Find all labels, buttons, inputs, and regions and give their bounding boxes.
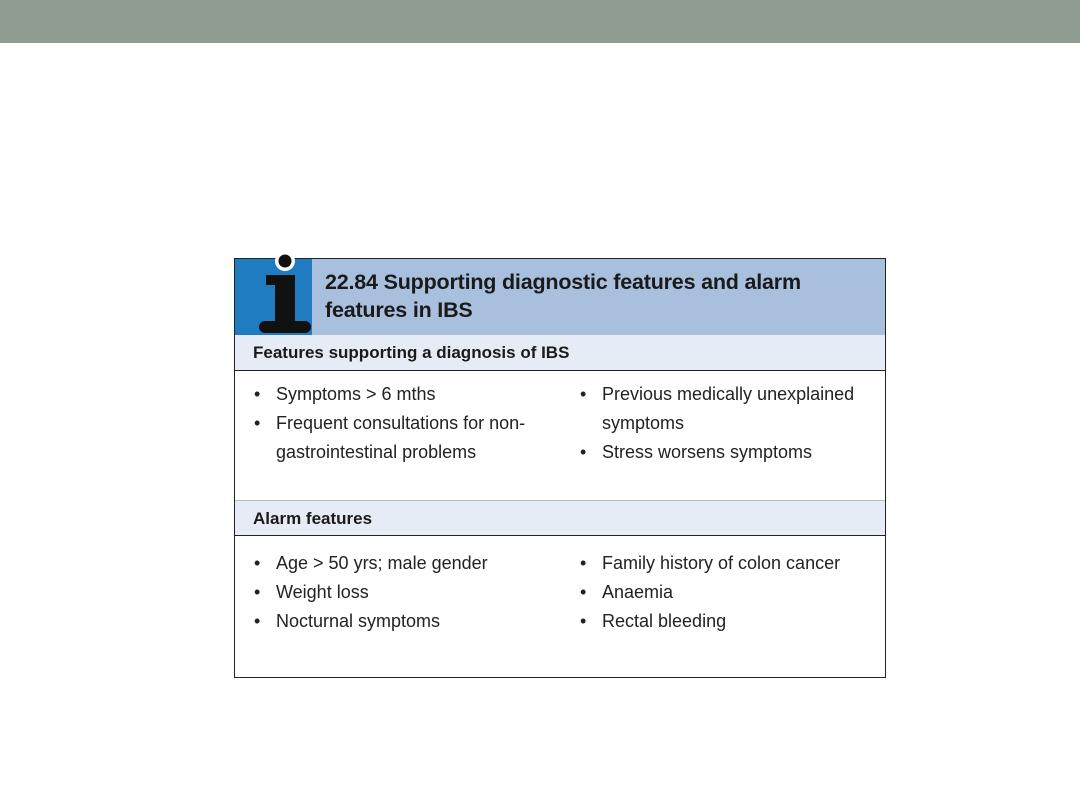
section-heading-label: Alarm features [253,509,373,528]
features-right-list [578,380,878,467]
list-item: • Previous medically unexplained symptoms [578,380,878,438]
list-item: • Nocturnal symptoms [252,607,542,636]
info-box [234,258,886,678]
list-item: • Age > 50 yrs; male gender [252,549,542,578]
list-item: • Anaemia [578,578,878,607]
list-item: • Rectal bleeding [578,607,878,636]
info-i-icon [235,259,312,335]
section-heading-features [235,335,885,371]
list-item: • Weight loss [252,578,542,607]
box-title: 22.84 Supporting diagnostic features and alarm features in IBS [325,270,801,322]
info-glyph [235,245,312,335]
list-item: • Frequent consultations for non-gastrointestinal problems [252,409,542,467]
alarm-left-list [252,549,542,636]
list-item: • Stress worsens symptoms [578,438,878,467]
section-heading-alarm [235,500,885,536]
list-item: • Family history of colon cancer [578,549,878,578]
features-left-list [252,380,542,467]
alarm-right-list [578,549,878,636]
list-item: • Symptoms > 6 mths [252,380,542,409]
top-banner [0,0,1080,43]
section-heading-label: Features supporting a diagnosis of IBS [253,343,570,362]
box-header [235,259,885,335]
